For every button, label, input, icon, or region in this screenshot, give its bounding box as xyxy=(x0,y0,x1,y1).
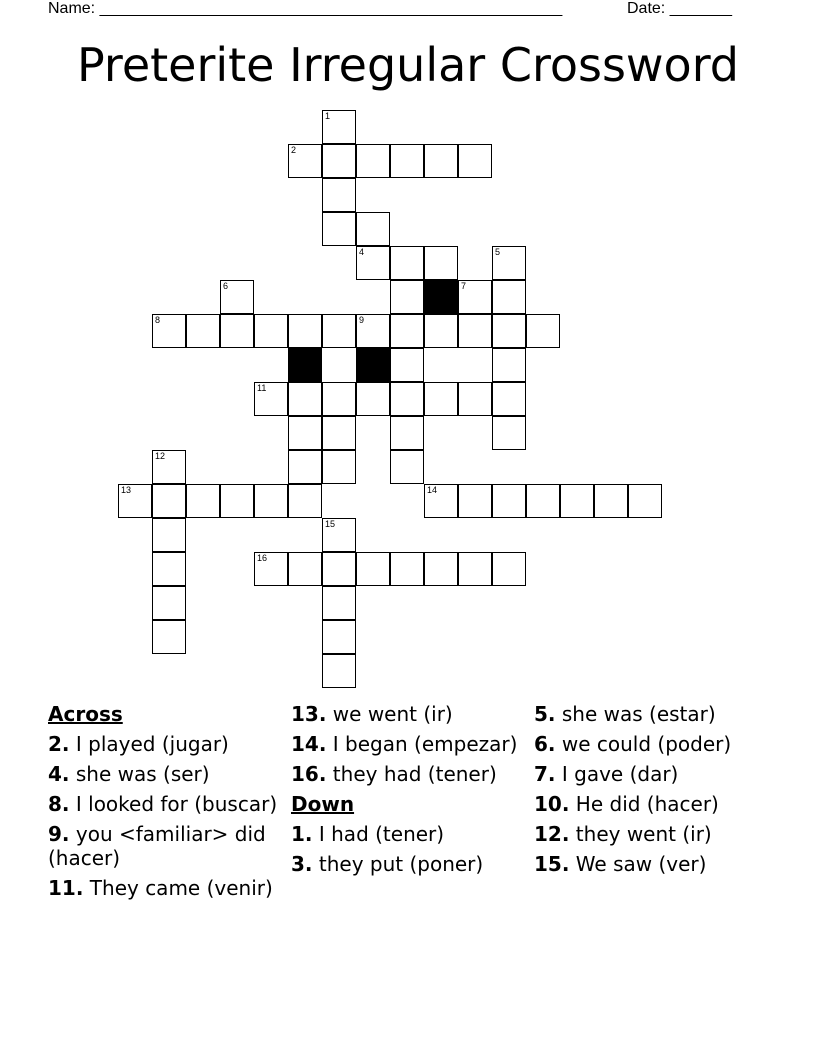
clue-across-11 xyxy=(48,876,278,900)
clue-number: 16. xyxy=(291,762,327,786)
grid-cell[interactable] xyxy=(594,484,628,518)
grid-cell[interactable] xyxy=(220,484,254,518)
clue-down-5 xyxy=(534,702,774,726)
grid-cell[interactable] xyxy=(322,586,356,620)
clue-number-label: 2 xyxy=(291,145,297,155)
grid-cell[interactable] xyxy=(492,348,526,382)
clue-number-label: 15 xyxy=(325,519,336,529)
clue-number-label: 6 xyxy=(223,281,229,291)
clue-down-3 xyxy=(291,852,521,876)
grid-cell[interactable] xyxy=(288,144,322,178)
grid-cell[interactable] xyxy=(322,450,356,484)
grid-cell[interactable] xyxy=(152,620,186,654)
grid-cell[interactable] xyxy=(322,144,356,178)
clue-number: 11. xyxy=(48,876,84,900)
grid-cell[interactable] xyxy=(356,314,390,348)
grid-cell[interactable] xyxy=(492,314,526,348)
grid-cell[interactable] xyxy=(390,280,424,314)
grid-cell[interactable] xyxy=(356,246,390,280)
clue-number-label: 8 xyxy=(155,315,161,325)
clue-number: 4. xyxy=(48,762,70,786)
grid-cell[interactable] xyxy=(390,348,424,382)
grid-cell[interactable] xyxy=(356,212,390,246)
clue-across-2 xyxy=(48,732,278,756)
grid-cell[interactable] xyxy=(152,552,186,586)
grid-cell[interactable] xyxy=(288,416,322,450)
grid-cell[interactable] xyxy=(526,484,560,518)
clue-down-6 xyxy=(534,732,774,756)
grid-cell[interactable] xyxy=(560,484,594,518)
grid-cell[interactable] xyxy=(322,212,356,246)
clue-number: 1. xyxy=(291,822,313,846)
clue-text: He did (hacer) xyxy=(575,792,719,816)
grid-cell[interactable] xyxy=(322,416,356,450)
grid-cell[interactable] xyxy=(152,314,186,348)
clue-text: I had (tener) xyxy=(318,822,445,846)
grid-cell[interactable] xyxy=(458,314,492,348)
clue-text: she was (estar) xyxy=(561,702,716,726)
grid-cell[interactable] xyxy=(186,314,220,348)
grid-block-cell xyxy=(356,348,390,382)
clue-across-9 xyxy=(48,822,278,870)
grid-cell[interactable] xyxy=(458,552,492,586)
grid-cell[interactable] xyxy=(424,382,458,416)
clue-text: They came (venir) xyxy=(89,876,273,900)
grid-cell[interactable] xyxy=(458,382,492,416)
grid-block-cell xyxy=(288,348,322,382)
clue-number-label: 12 xyxy=(155,451,166,461)
clue-number: 8. xyxy=(48,792,70,816)
clue-number: 14. xyxy=(291,732,327,756)
grid-cell[interactable] xyxy=(526,314,560,348)
grid-cell[interactable] xyxy=(492,484,526,518)
clue-column-3 xyxy=(534,702,774,882)
clue-across-14 xyxy=(291,732,521,756)
clue-text: We saw (ver) xyxy=(575,852,707,876)
grid-cell[interactable] xyxy=(288,314,322,348)
grid-cell[interactable] xyxy=(152,450,186,484)
grid-cell[interactable] xyxy=(322,518,356,552)
clue-text: I gave (dar) xyxy=(561,762,679,786)
grid-cell[interactable] xyxy=(254,314,288,348)
clue-text: I looked for (buscar) xyxy=(75,792,278,816)
clue-number-label: 1 xyxy=(325,111,331,121)
clue-down-10 xyxy=(534,792,774,816)
down-heading: Down xyxy=(291,792,355,816)
clue-number: 5. xyxy=(534,702,556,726)
grid-cell[interactable] xyxy=(322,620,356,654)
clue-number-label: 13 xyxy=(121,485,132,495)
clue-number-label: 4 xyxy=(359,247,365,257)
clue-text: we went (ir) xyxy=(332,702,453,726)
grid-cell[interactable] xyxy=(254,382,288,416)
clue-down-12 xyxy=(534,822,774,846)
clue-text: they put (poner) xyxy=(318,852,484,876)
grid-cell[interactable] xyxy=(220,280,254,314)
date-field-line: Date: _______ xyxy=(627,0,732,17)
clue-number-label: 14 xyxy=(427,485,438,495)
clue-across-16 xyxy=(291,762,521,786)
grid-cell[interactable] xyxy=(322,552,356,586)
clue-number: 7. xyxy=(534,762,556,786)
name-field-line: Name: ____________________________________________________ xyxy=(48,0,563,17)
clue-text: I played (jugar) xyxy=(75,732,229,756)
grid-block-cell xyxy=(424,280,458,314)
grid-cell[interactable] xyxy=(288,382,322,416)
clue-number: 9. xyxy=(48,822,70,846)
clue-text: I began (empezar) xyxy=(332,732,518,756)
grid-cell[interactable] xyxy=(424,552,458,586)
clue-down-1 xyxy=(291,822,521,846)
clue-number: 13. xyxy=(291,702,327,726)
grid-cell[interactable] xyxy=(288,552,322,586)
grid-cell[interactable] xyxy=(424,314,458,348)
grid-cell[interactable] xyxy=(322,314,356,348)
clue-number-label: 5 xyxy=(495,247,501,257)
clue-across-4 xyxy=(48,762,278,786)
grid-cell[interactable] xyxy=(288,450,322,484)
grid-cell[interactable] xyxy=(492,246,526,280)
grid-cell[interactable] xyxy=(254,552,288,586)
grid-cell[interactable] xyxy=(356,382,390,416)
grid-cell[interactable] xyxy=(492,416,526,450)
clue-number: 2. xyxy=(48,732,70,756)
clue-text: she was (ser) xyxy=(75,762,210,786)
clue-number: 3. xyxy=(291,852,313,876)
grid-cell[interactable] xyxy=(152,586,186,620)
grid-cell[interactable] xyxy=(322,654,356,688)
clue-text: we could (poder) xyxy=(561,732,732,756)
grid-cell[interactable] xyxy=(390,314,424,348)
grid-cell[interactable] xyxy=(492,552,526,586)
clue-number-label: 7 xyxy=(461,281,467,291)
clue-number: 10. xyxy=(534,792,570,816)
clue-column-2 xyxy=(291,702,521,882)
grid-cell[interactable] xyxy=(356,552,390,586)
grid-cell[interactable] xyxy=(424,484,458,518)
grid-cell[interactable] xyxy=(186,484,220,518)
clue-column-1 xyxy=(48,702,278,906)
clue-down-7 xyxy=(534,762,774,786)
grid-cell[interactable] xyxy=(390,382,424,416)
clue-text: they had (tener) xyxy=(332,762,497,786)
grid-cell[interactable] xyxy=(492,280,526,314)
clue-across-13 xyxy=(291,702,521,726)
grid-cell[interactable] xyxy=(322,382,356,416)
grid-cell[interactable] xyxy=(118,484,152,518)
clue-text: you <familiar> did (hacer) xyxy=(48,822,266,870)
grid-cell[interactable] xyxy=(220,314,254,348)
grid-cell[interactable] xyxy=(424,144,458,178)
grid-cell[interactable] xyxy=(390,144,424,178)
grid-cell[interactable] xyxy=(356,144,390,178)
grid-cell[interactable] xyxy=(390,450,424,484)
grid-cell[interactable] xyxy=(458,280,492,314)
across-heading: Across xyxy=(48,702,123,726)
grid-cell[interactable] xyxy=(424,246,458,280)
clue-number: 6. xyxy=(534,732,556,756)
clue-number-label: 9 xyxy=(359,315,365,325)
page-title: Preterite Irregular Crossword xyxy=(76,38,739,92)
grid-cell[interactable] xyxy=(322,110,356,144)
clue-down-15 xyxy=(534,852,774,876)
clue-across-8 xyxy=(48,792,278,816)
grid-cell[interactable] xyxy=(458,144,492,178)
grid-cell[interactable] xyxy=(288,484,322,518)
grid-cell[interactable] xyxy=(390,246,424,280)
grid-cell[interactable] xyxy=(322,178,356,212)
clue-number: 15. xyxy=(534,852,570,876)
clue-number-label: 11 xyxy=(257,383,267,393)
clue-number-label: 16 xyxy=(257,553,268,563)
grid-cell[interactable] xyxy=(458,484,492,518)
clue-text: they went (ir) xyxy=(575,822,712,846)
grid-cell[interactable] xyxy=(492,382,526,416)
clue-number: 12. xyxy=(534,822,570,846)
grid-cell[interactable] xyxy=(152,518,186,552)
grid-cell[interactable] xyxy=(390,552,424,586)
grid-cell[interactable] xyxy=(152,484,186,518)
grid-cell[interactable] xyxy=(390,416,424,450)
grid-cell[interactable] xyxy=(254,484,288,518)
grid-cell[interactable] xyxy=(628,484,662,518)
